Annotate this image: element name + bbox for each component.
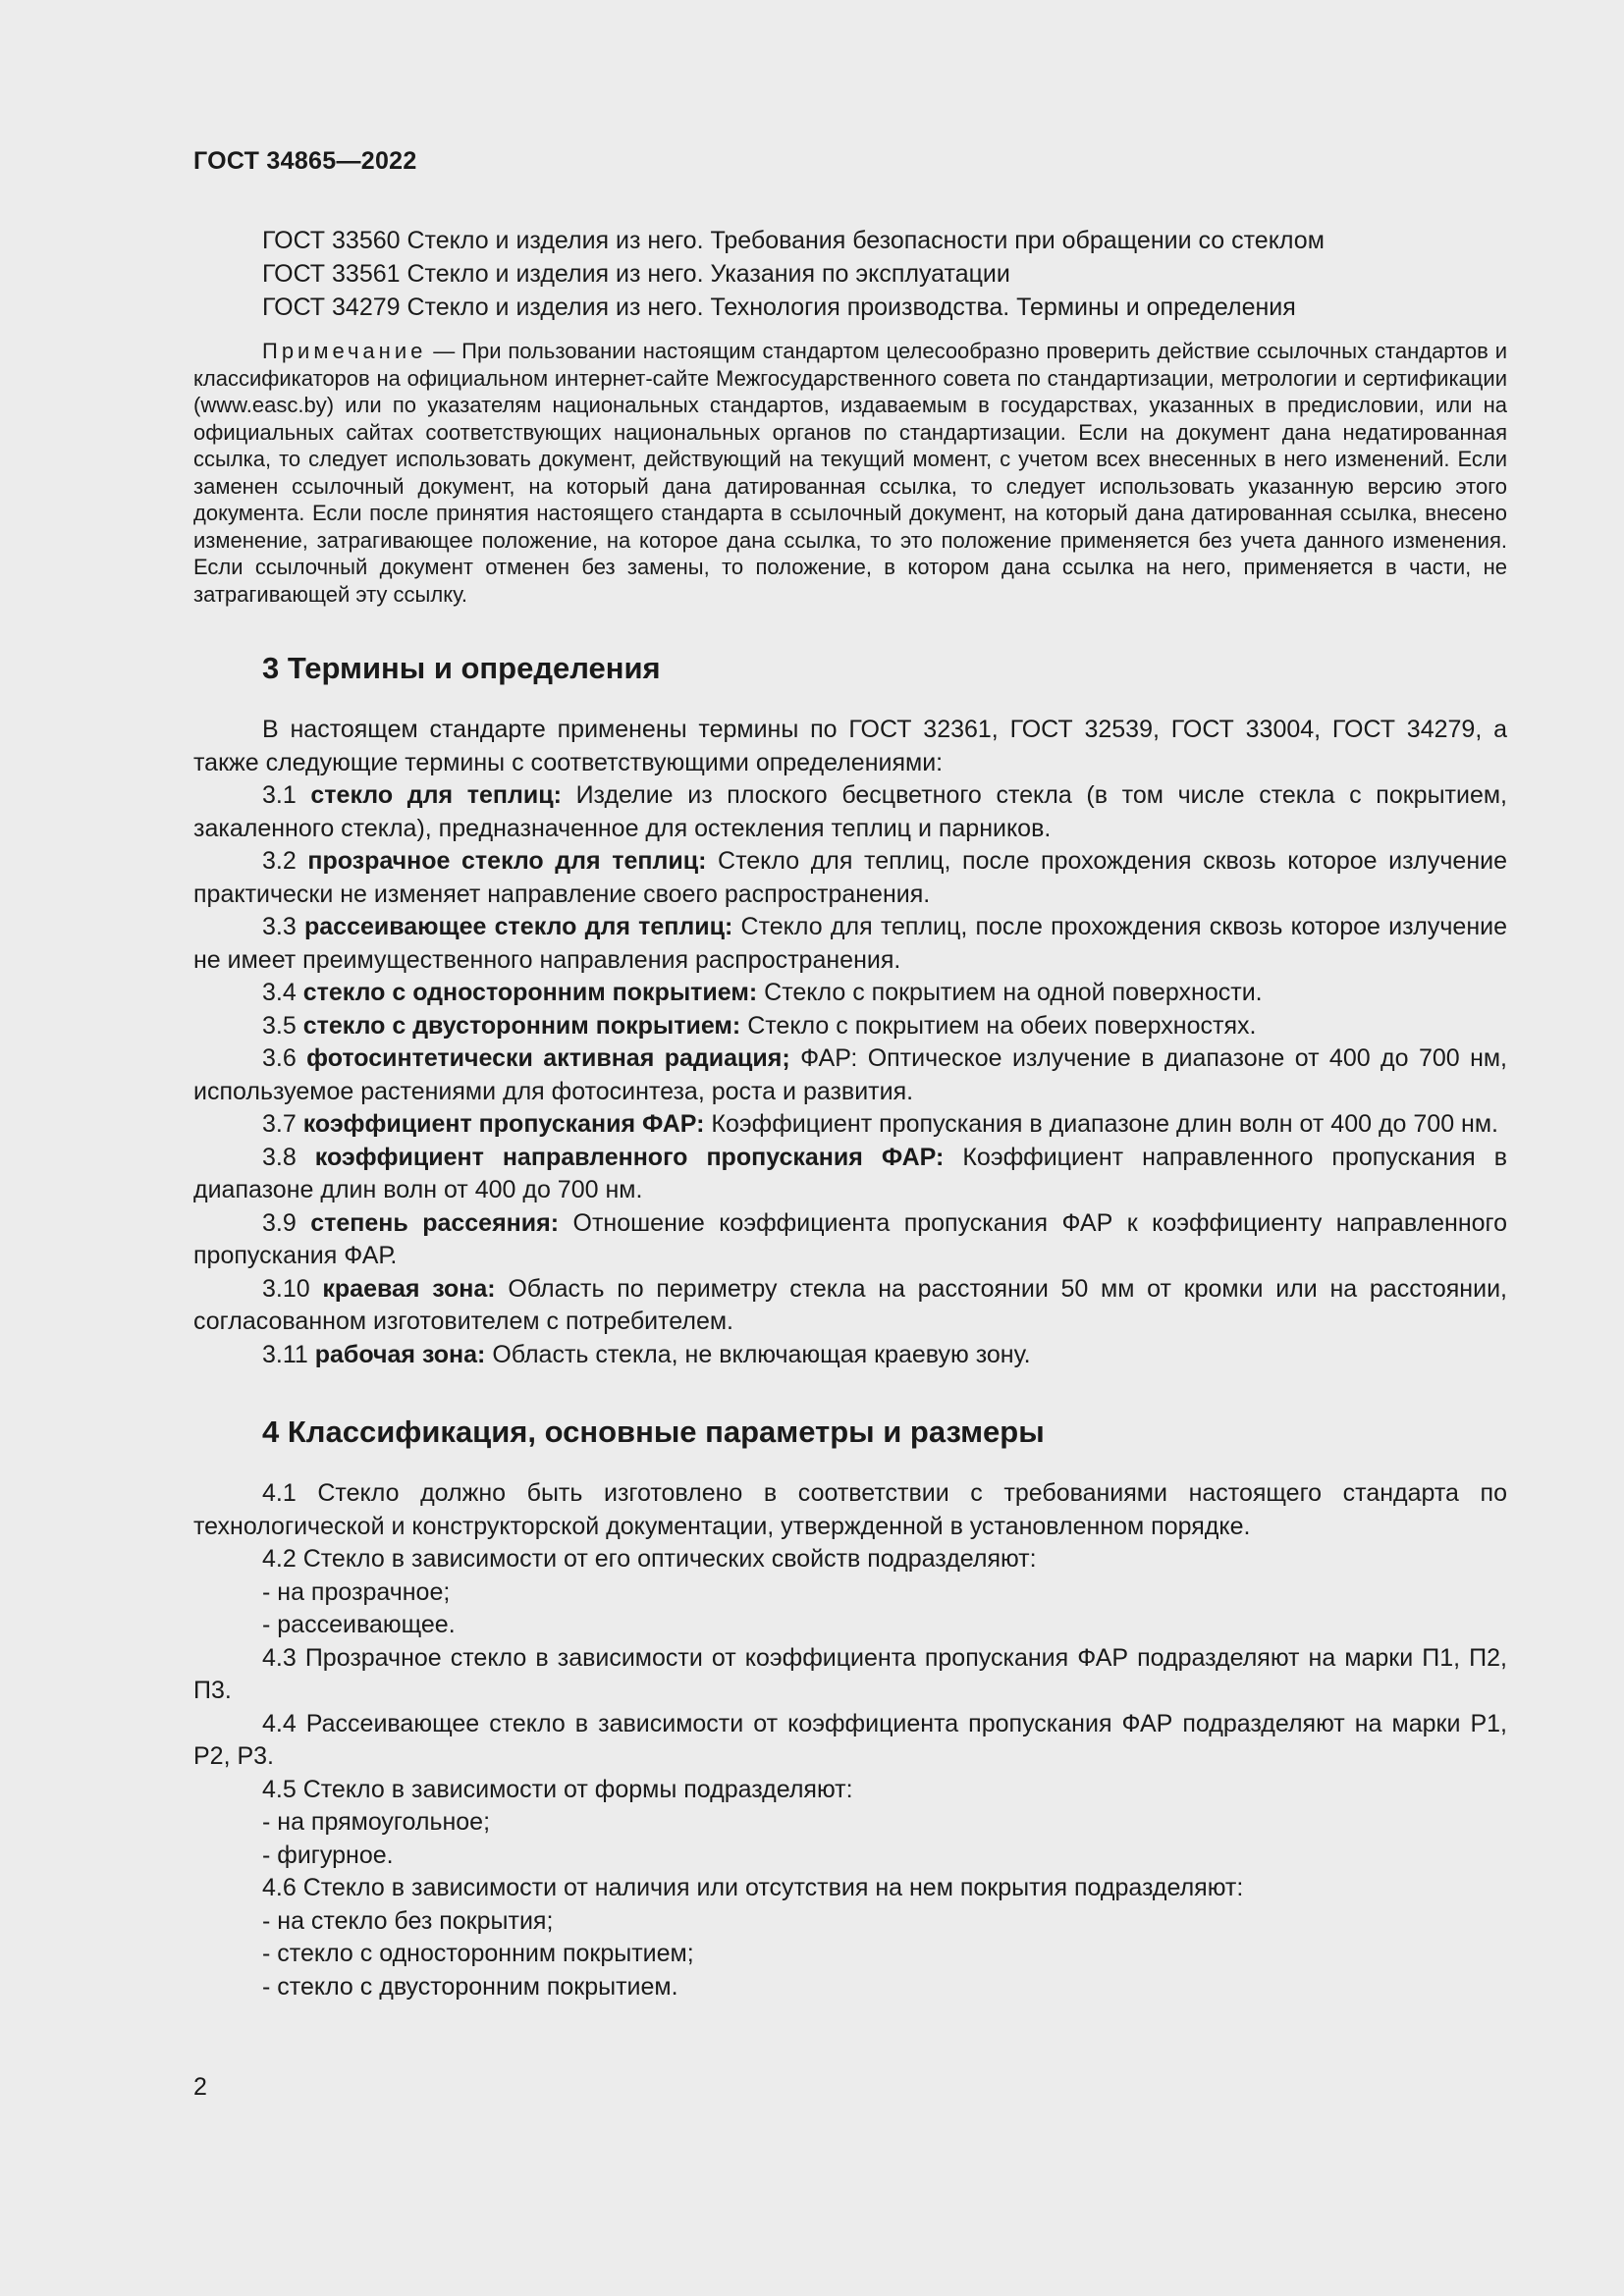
term-definition: 3.1 стекло для теплиц: Изделие из плоского бесцветного стекла (в том числе стекла с покрытием, закаленного стекла), предназначенное для остекления теплиц и парников. [193,781,1507,842]
term-name: степень рассеяния: [310,1208,560,1237]
term-name: коэффициент направленного пропускания ФАР: [314,1143,945,1171]
term-name: краевая зона: [322,1274,496,1303]
clause-4-2: 4.2 Стекло в зависимости от его оптических свойств подразделяют: [262,1545,1037,1573]
section-3-intro: В настоящем стандарте применены термины по ГОСТ 32361, ГОСТ 32539, ГОСТ 33004, ГОСТ 34279, а также следующие термины с соответствующими определениями: [193,716,1507,776]
term-definition: 3.5 стекло с двусторонним покрытием: Стекло с покрытием на обеих поверхностях. [262,1011,1257,1040]
list-item: - на стекло без покрытия; [262,1906,554,1935]
page-number: 2 [193,2073,207,2101]
list-item: - фигурное. [262,1841,394,1869]
note-paragraph [193,338,1507,608]
term-name: рабочая зона: [314,1340,486,1368]
term-name: стекло для теплиц: [310,781,562,809]
term-definition: 3.7 коэффициент пропускания ФАР: Коэффициент пропускания в диапазоне длин волн от 400 до 700 нм. [262,1110,1498,1138]
term-definition: 3.4 стекло с односторонним покрытием: Стекло с покрытием на одной поверхности. [262,979,1263,1006]
reference-item: ГОСТ 33561 Стекло и изделия из него. Указания по эксплуатации [262,260,1010,288]
list-item: - стекло с односторонним покрытием; [262,1940,694,1967]
note-dash: — [426,339,462,363]
clause-4-1: 4.1 Стекло должно быть изготовлено в соответствии с требованиями настоящего стандарта по технологической и конструкторской документации, утвержденной в установленном порядке. [193,1479,1507,1540]
list-item: - стекло с двусторонним покрытием. [262,1972,678,2001]
term-definition: 3.9 степень рассеяния: Отношение коэффициента пропускания ФАР к коэффициенту направленного пропускания ФАР. [193,1208,1508,1269]
standard-header: ГОСТ 34865—2022 [193,147,417,175]
term-name: фотосинтетически активная радиация; [306,1044,790,1072]
term-definition: 3.2 прозрачное стекло для теплиц: Стекло для теплиц, после прохождения сквозь которое излучение практически не изменяет направление своего распространения. [193,847,1507,908]
note-label: Примечание [262,339,427,363]
clause-4-3: 4.3 Прозрачное стекло в зависимости от коэффициента пропускания ФАР подразделяют на марки П1, П2, П3. [193,1643,1507,1704]
list-item: - на прозрачное; [262,1577,451,1606]
term-name: рассеивающее стекло для теплиц: [303,913,733,940]
term-definition: 3.8 коэффициент направленного пропускания ФАР: Коэффициент направленного пропускания в диапазоне длин волн от 400 до 700 нм. [193,1143,1508,1203]
reference-item: ГОСТ 33560 Стекло и изделия из него. Требования безопасности при обращении со стеклом [262,227,1325,254]
clause-4-5: 4.5 Стекло в зависимости от формы подразделяют: [262,1775,853,1803]
clause-4-6: 4.6 Стекло в зависимости от наличия или отсутствия на нем покрытия подразделяют: [262,1874,1244,1901]
term-name: коэффициент пропускания ФАР: [302,1110,705,1138]
term-name: стекло с односторонним покрытием: [302,979,758,1006]
list-item: - рассеивающее. [262,1611,456,1638]
term-definition: 3.10 краевая зона: Область по периметру стекла на расстоянии 50 мм от кромки или на расстоянии, согласованном изготовителем с потребителем. [193,1274,1507,1335]
page-content [193,224,1507,2003]
term-definition: 3.6 фотосинтетически активная радиация; ФАР: Оптическое излучение в диапазоне от 400 до 700 нм, используемое растениями для фотосинтеза, роста и развития. [193,1044,1508,1105]
reference-item: ГОСТ 34279 Стекло и изделия из него. Технология производства. Термины и определения [262,294,1296,321]
term-definition: 3.3 рассеивающее стекло для теплиц: Стекло для теплиц, после прохождения сквозь которое излучение не имеет преимущественного направления распространения. [193,913,1507,974]
section-4-heading: 4 Классификация, основные параметры и размеры [262,1415,1045,1449]
term-name: стекло с двусторонним покрытием: [302,1011,741,1040]
list-item: - на прямоугольное; [262,1808,491,1836]
note-text: При пользовании настоящим стандартом целесообразно проверить действие ссылочных стандартов и классификаторов на официальном интернет-сайте Межгосударственного совета по стандартизации, метрологии и сертификации (www.easc.by) или по указателям национальных стандартов, издаваемым в государствах, указанных в предисловии, или на официальных сайтах соответствующих национальных органов по стандартизации. Если на документ дана недатированная ссылка, то следует использовать документ, действующий на текущий момент, с учетом всех внесенных в него изменений. Если заменен ссылочный документ, на который дана датированная ссылка, то следует использовать указанную версию этого документа. Если после принятия настоящего стандарта в ссылочный документ, на который дана датированная ссылка, внесено изменение, затрагивающее положение, на которое дана ссылка, то это положение применяется без учета данного изменения. Если ссылочный документ отменен без замены, то положение, в котором дана ссылка на него, применяется в части, не затрагивающей эту ссылку. [193,339,1508,607]
term-definition: 3.11 рабочая зона: Область стекла, не включающая краевую зону. [262,1340,1031,1368]
section-3-heading: 3 Термины и определения [262,651,661,685]
clause-4-4: 4.4 Рассеивающее стекло в зависимости от коэффициента пропускания ФАР подразделяют на марки Р1, Р2, Р3. [193,1709,1507,1770]
reference-list [193,224,1507,324]
term-name: прозрачное стекло для теплиц: [307,847,707,875]
